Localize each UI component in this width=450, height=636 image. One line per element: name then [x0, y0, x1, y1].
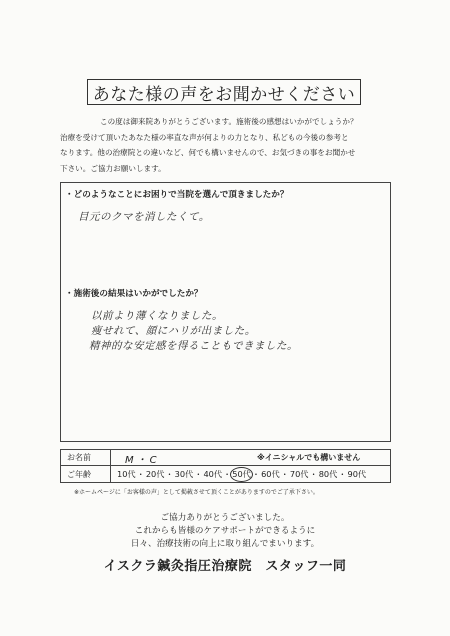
homepage-note: ※ホームページに「お客様の声」として掲載させて頂くことがありますのでご了承下さい。 — [74, 489, 319, 496]
age-option: 70代 — [289, 469, 309, 479]
clinic-signature: イスクラ鍼灸指圧治療院 スタッフ一同 — [103, 559, 347, 574]
age-option: 50代 — [232, 469, 251, 479]
thanks-line: これからも皆様のケアサポートができるように — [134, 526, 316, 536]
age-option: 80代 — [318, 469, 338, 479]
age-option: 40代 — [203, 469, 223, 479]
thanks-line: ご協力ありがとうございました。 — [160, 513, 290, 523]
answer-2-line: 痩せれて、顔にハリが出ました。 — [91, 325, 256, 337]
age-option: 90代 — [347, 469, 367, 479]
page-title: あなた様の声をお聞かせください — [87, 79, 361, 105]
answer-2-line: 以前より薄くなりました。 — [91, 310, 223, 322]
age-option: 10代 — [117, 469, 136, 479]
question-box — [60, 182, 391, 442]
question-2: ・施術後の結果はいかがでしたか？ — [65, 289, 203, 299]
intro-line: 下さい。ご協力お願いします。 — [60, 163, 166, 173]
name-row — [61, 450, 390, 466]
intro-text — [60, 114, 400, 176]
answer-2-line: 精神的な安定感を得ることもできました。 — [89, 340, 298, 352]
age-label: ご年齢 — [67, 470, 91, 479]
name-value: M・C — [125, 455, 160, 466]
question-1: ・どのようなことにお困りで当院を選んで頂きましたか？ — [65, 190, 289, 200]
intro-line: 治療を受けて頂いたあなた様の率直な声が何よりの力となり、私どもの今後の参考と — [60, 132, 349, 142]
age-row — [61, 466, 390, 483]
answer-1: 目元のクマを消したくて。 — [78, 211, 210, 223]
age-option: 60代 — [261, 469, 280, 479]
age-option: 30代 — [174, 469, 194, 479]
name-label: お名前 — [67, 453, 91, 462]
age-options: 10代・20代・30代・40代・50代・60代・70代・80代・90代 — [117, 469, 367, 479]
age-option: 20代 — [145, 469, 165, 479]
respondent-info-table — [60, 449, 391, 483]
name-note: ※イニシャルでも構いません — [257, 453, 361, 462]
thanks-line: 日々、治療技術の向上に取り組んでまいります。 — [130, 539, 320, 549]
intro-line: なります。他の治療院との違いなど、何でも構いませんので、お気づきの事をお聞かせ — [60, 148, 356, 157]
intro-line: この度は御来院ありがとうございます。施術後の感想はいかがでしょうか？ — [100, 117, 358, 126]
